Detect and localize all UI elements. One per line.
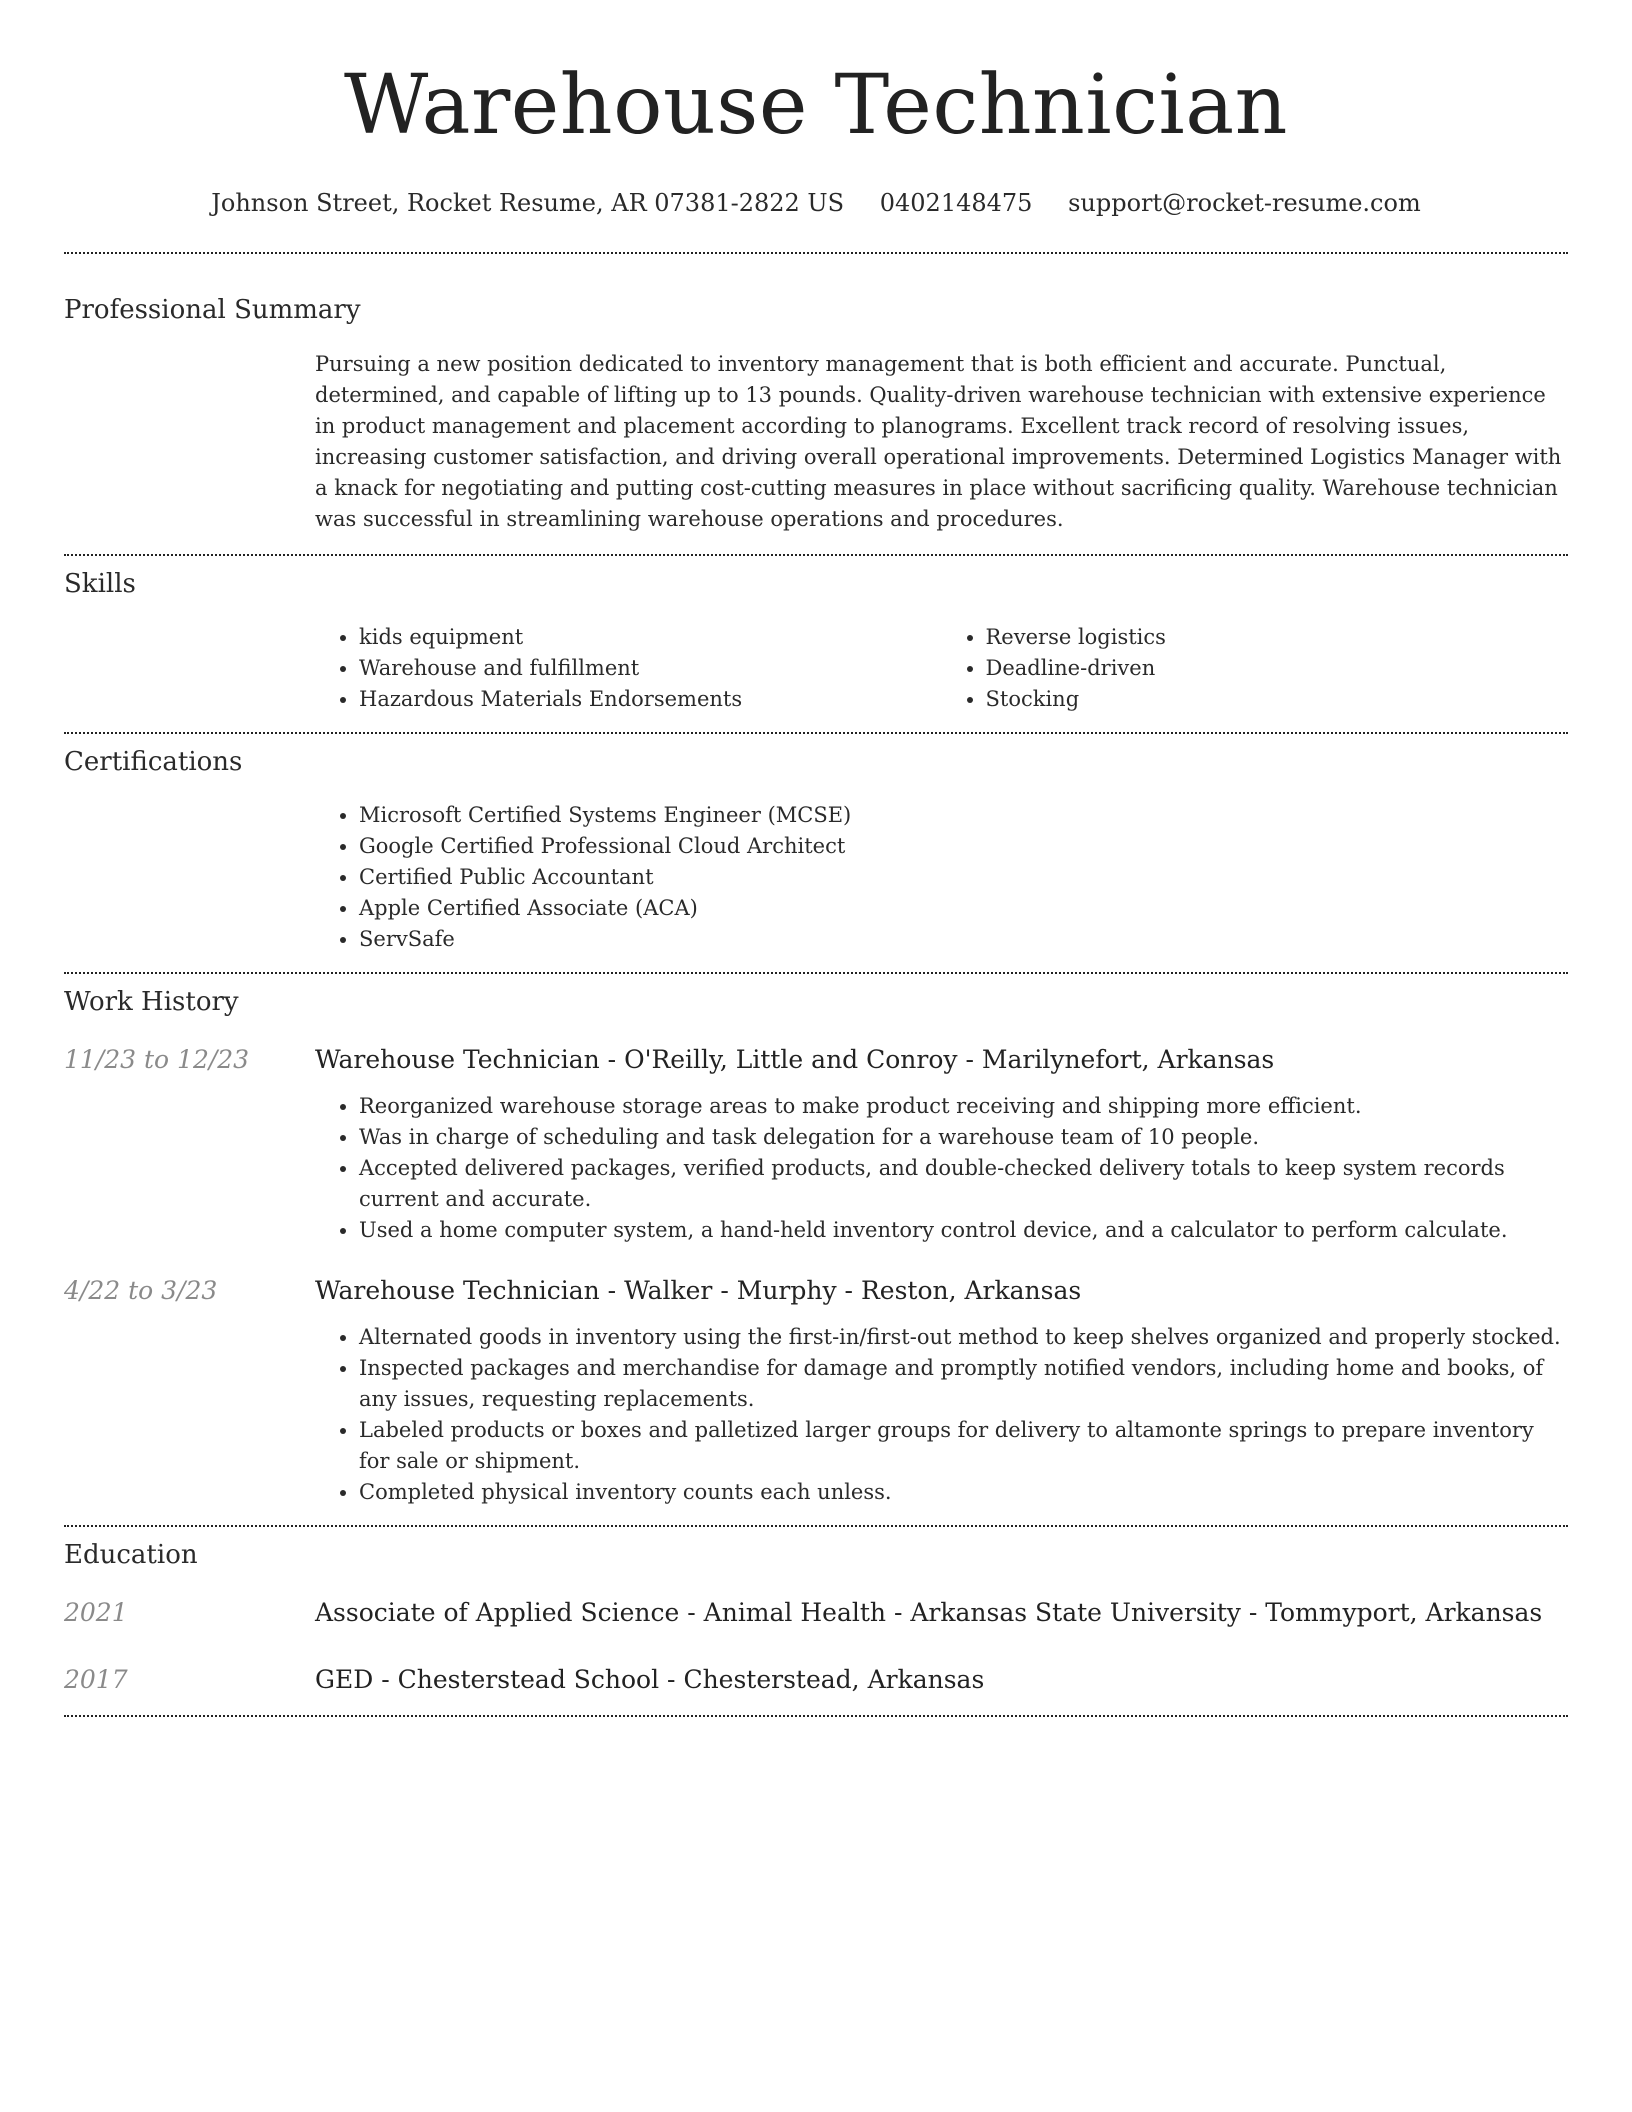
certifications-section (64, 747, 1568, 955)
skills-column-right (942, 622, 1569, 715)
divider (64, 732, 1568, 734)
list-item: • kids equipment (359, 622, 942, 653)
list-item: • Certified Public Accountant (359, 862, 1568, 893)
list-item: • Stocking (986, 684, 1569, 715)
contact-email: support@rocket-resume.com (1068, 189, 1421, 217)
list-item: • Alternated goods in inventory using the first-in/first-out method to keep shelves organized and properly stocked. (359, 1322, 1568, 1353)
certifications-list (315, 800, 1568, 955)
skills-section (64, 569, 1568, 715)
list-item: • Completed physical inventory counts each unless. (359, 1477, 1568, 1508)
job-title: Warehouse Technician - O'Reilly, Little and Conroy - Marilynefort, Arkansas (315, 1045, 1275, 1074)
job-dates: 11/23 to 12/23 (64, 1045, 250, 1074)
education-year: 2017 (64, 1665, 128, 1694)
divider (64, 554, 1568, 556)
job-entry (64, 1275, 1568, 1508)
summary-section (64, 295, 1568, 535)
section-title-education: Education (64, 1540, 198, 1570)
list-item: • Warehouse and fulfillment (359, 653, 942, 684)
section-title-certifications: Certifications (64, 747, 243, 777)
work-history-section (64, 987, 1568, 1508)
contact-address: Johnson Street, Rocket Resume, AR 07381-2822 US (211, 189, 845, 217)
list-item: • Deadline-driven (986, 653, 1569, 684)
list-item: • Used a home computer system, a hand-held inventory control device, and a calculator to perform calculate. (359, 1215, 1568, 1246)
list-item: • Apple Certified Associate (ACA) (359, 893, 1568, 924)
contact-phone: 0402148475 (879, 189, 1033, 217)
list-item: • Microsoft Certified Systems Engineer (MCSE) (359, 800, 1568, 831)
section-title-skills: Skills (64, 569, 136, 599)
section-title-summary: Professional Summary (64, 295, 361, 325)
education-entry (64, 1664, 1568, 1696)
job-dates: 4/22 to 3/23 (64, 1276, 218, 1305)
list-item: • Hazardous Materials Endorsements (359, 684, 942, 715)
list-item: • Inspected packages and merchandise for damage and promptly notified vendors, including home and books, of any issues, requesting replacements. (359, 1353, 1568, 1415)
resume-page (64, 0, 1568, 1717)
job-bullets (315, 1322, 1568, 1508)
job-entry (64, 1044, 1568, 1246)
job-bullets (315, 1091, 1568, 1246)
resume-name: Warehouse Technician (344, 58, 1288, 153)
list-item: • Reverse logistics (986, 622, 1569, 653)
list-item: • Was in charge of scheduling and task delegation for a warehouse team of 10 people. (359, 1122, 1568, 1153)
list-item: • Reorganized warehouse storage areas to make product receiving and shipping more efficient. (359, 1091, 1568, 1122)
section-title-work: Work History (64, 987, 239, 1017)
education-title: Associate of Applied Science - Animal Health - Arkansas State University - Tommyport, Arkansas (315, 1598, 1543, 1627)
education-section (64, 1540, 1568, 1696)
divider (64, 972, 1568, 974)
summary-text: Pursuing a new position dedicated to inventory management that is both efficient and accurate. Punctual, determined, and capable of lifting up to 13 pounds. Quality-driven warehouse technician with extensive experience in product management and placement according to planograms. Excellent track record of resolving issues, increasing customer satisfaction, and driving overall operational improvements. Determined Logistics Manager with a knack for negotiating and putting cost-cutting measures in place without sacrificing quality. Warehouse technician was successful in streamlining warehouse operations and procedures. (315, 352, 1562, 531)
list-item: • Labeled products or boxes and palletized larger groups for delivery to altamonte springs to prepare inventory for sale or shipment. (359, 1415, 1568, 1477)
divider (64, 252, 1568, 254)
divider (64, 1715, 1568, 1717)
contact-line (64, 188, 1568, 218)
skills-list (315, 622, 1568, 715)
education-entry (64, 1597, 1568, 1629)
divider (64, 1525, 1568, 1527)
education-title: GED - Chesterstead School - Chesterstead, Arkansas (315, 1665, 985, 1694)
job-title: Warehouse Technician - Walker - Murphy - Reston, Arkansas (315, 1276, 1082, 1305)
skills-column-left (315, 622, 942, 715)
education-year: 2021 (64, 1598, 128, 1627)
list-item: • ServSafe (359, 924, 1568, 955)
list-item: • Google Certified Professional Cloud Architect (359, 831, 1568, 862)
list-item: • Accepted delivered packages, verified products, and double-checked delivery totals to keep system records current and accurate. (359, 1153, 1568, 1215)
